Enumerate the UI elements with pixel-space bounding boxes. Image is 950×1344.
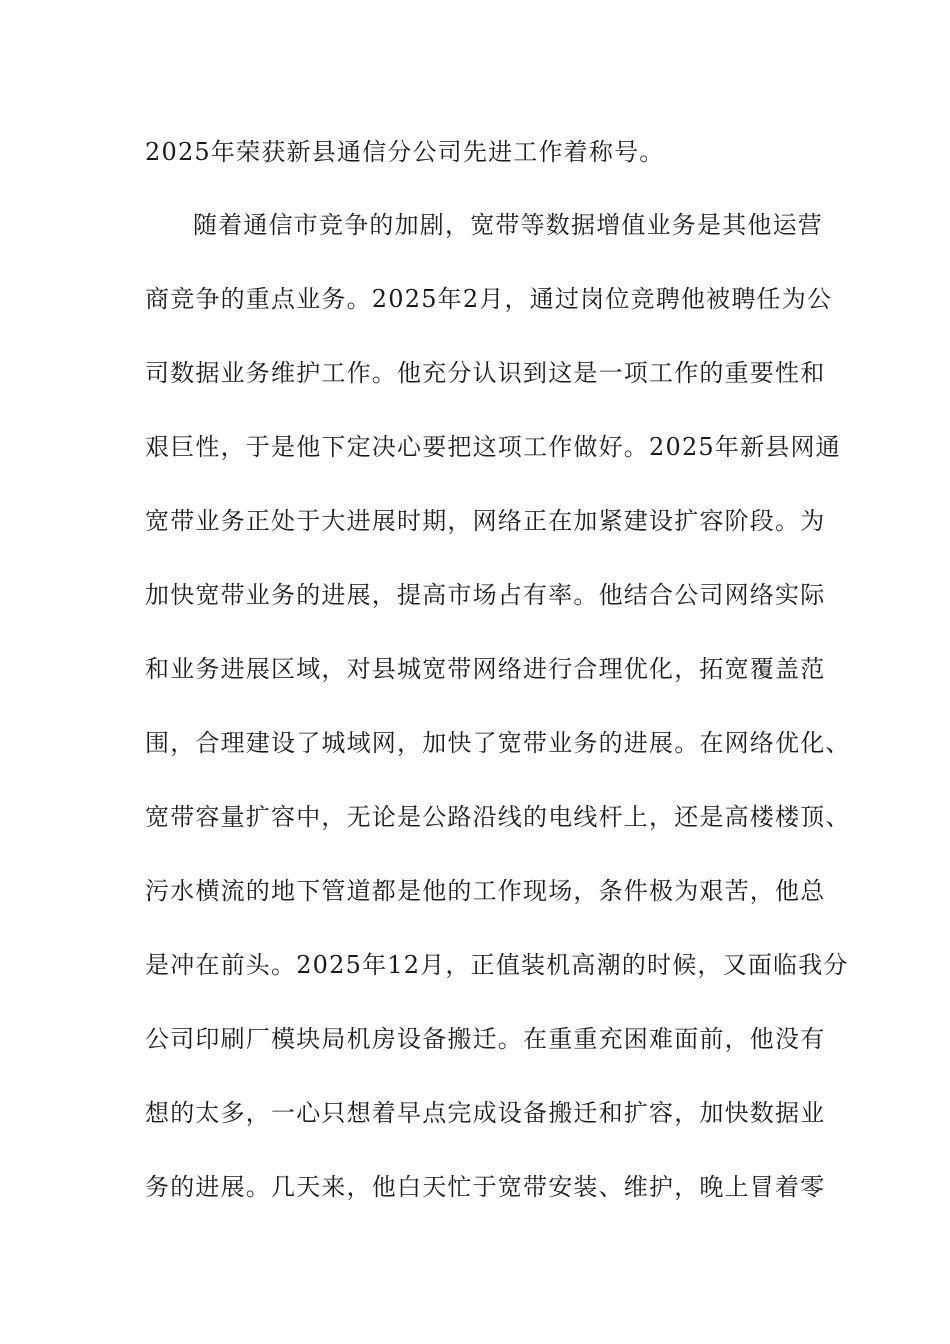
text-line: 和业务进展区域，对县城宽带网络进行合理优化，拓宽覆盖范 [145,655,826,683]
text-line: 宽带容量扩容中，无论是公路沿线的电线杆上，还是高楼楼顶、 [145,803,851,831]
text-line: 是冲在前头。2025年12月，正值装机高潮的时候，又面临我分 [145,951,849,979]
text-line: 务的进展。几天来，他白天忙于宽带安装、维护，晚上冒着零 [145,1173,826,1201]
text-line: 商竞争的重点业务。2025年2月，通过岗位竞聘他被聘任为公 [145,285,833,313]
text-line: 加快宽带业务的进展，提高市场占有率。他结合公司网络实际 [145,581,826,609]
text-line: 司数据业务维护工作。他充分认识到这是一项工作的重要性和 [145,359,826,387]
text-line: 公司印刷厂模块局机房设备搬迁。在重重充困难面前，他没有 [145,1025,826,1053]
text-line: 2025年荣获新县通信分公司先进工作着称号。 [145,138,665,166]
text-line: 想的太多，一心只想着早点完成设备搬迁和扩容，加快数据业 [145,1099,826,1127]
text-line: 污水横流的地下管道都是他的工作现场，条件极为艰苦，他总 [145,877,826,905]
text-line: 宽带业务正处于大进展时期，网络正在加紧建设扩容阶段。为 [145,507,826,535]
text-line: 艰巨性，于是他下定决心要把这项工作做好。2025年新县网通 [145,433,841,461]
text-line: 围，合理建设了城域网，加快了宽带业务的进展。在网络优化、 [145,729,851,757]
paragraph-first-line: 随着通信市竞争的加剧，宽带等数据增值业务是其他运营 [193,211,823,239]
